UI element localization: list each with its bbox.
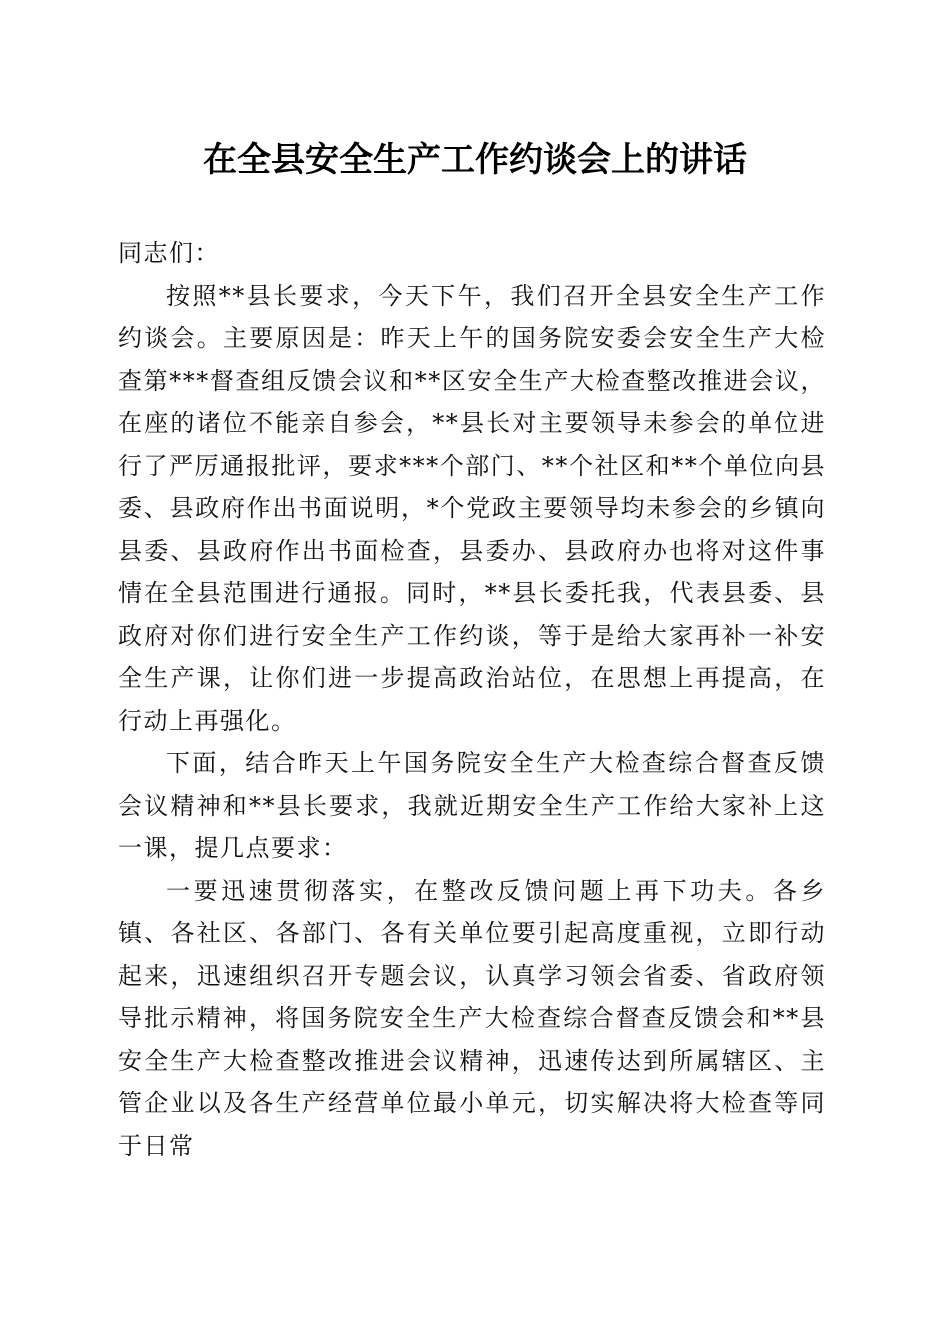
document-title: 在全县安全生产工作约谈会上的讲话 — [203, 140, 747, 180]
document-body — [118, 232, 826, 1167]
paragraph-3: 一要迅速贯彻落实，在整改反馈问题上再下功夫。各乡镇、各社区、各部门、各有关单位要引起高度重视，立即行动起来，迅速组织召开专题会议，认真学习领会省委、省政府领导批示精神，将国务院安全生产大检查综合督查反馈会和**县安全生产大检查整改推进会议精神，迅速传达到所属辖区、主管企业以及各生产经营单位最小单元，切实解决将大检查等同于日常 — [118, 876, 826, 1160]
salutation: 同志们： — [118, 239, 220, 267]
paragraph-2: 下面，结合昨天上午国务院安全生产大检查综合督查反馈会议精神和**县长要求，我就近期安全生产工作给大家补上这一课，提几点要求： — [118, 749, 826, 862]
paragraph-1: 按照**县长要求，今天下午，我们召开全县安全生产工作约谈会。主要原因是：昨天上午的国务院安委会安全生产大检查第***督查组反馈会议和**区安全生产大检查整改推进会议，在座的诸位不能亲自参会，**县长对主要领导未参会的单位进行了严厉通报批评，要求***个部门、**个社区和**个单位向县委、县政府作出书面说明，*个党政主要领导均未参会的乡镇向县委、县政府作出书面检查，县委办、县政府办也将对这件事情在全县范围进行通报。同时，**县长委托我，代表县委、县政府对你们进行安全生产工作约谈，等于是给大家再补一补安全生产课，让你们进一步提高政治站位，在思想上再提高，在行动上再强化。 — [118, 281, 826, 735]
